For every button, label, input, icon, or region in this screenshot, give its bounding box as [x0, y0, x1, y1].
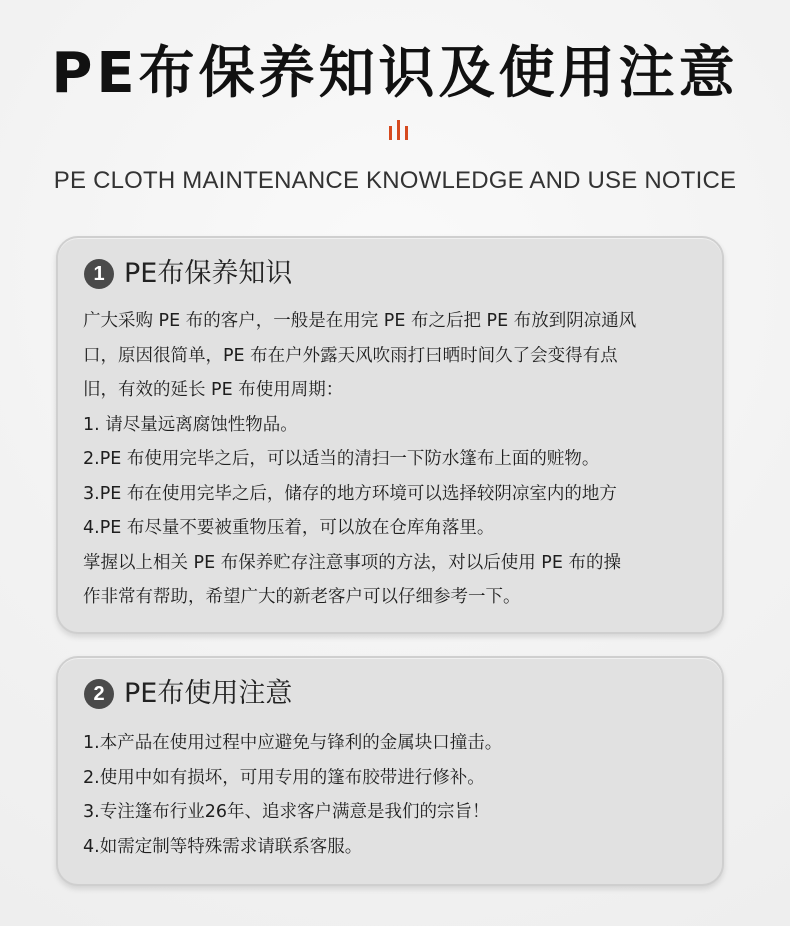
section-number-badge: 1 — [84, 259, 114, 289]
section-header — [84, 256, 292, 292]
text-line: 广大采购 PE 布的客户，一般是在用完 PE 布之后把 PE 布放到阴凉通风 — [83, 311, 637, 331]
page-subtitle: PE CLOTH MAINTENANCE KNOWLEDGE AND USE NOTICE — [53, 167, 737, 194]
usage-notice-section-card — [56, 656, 724, 886]
section-title: PE布使用注意 — [124, 678, 293, 709]
list-item: 3.专注篷布行业26年、追求客户满意是我们的宗旨！ — [83, 802, 490, 822]
text-line: 口，原因很简单，PE 布在户外露天风吹雨打曰晒时间久了会变得有点 — [83, 345, 618, 366]
list-item: 2.PE 布使用完毕之后，可以适当的清扫一下防水篷布上面的赃物。 — [83, 449, 600, 469]
section-title: PE布保养知识 — [124, 258, 293, 289]
text-line: 掌握以上相关 PE 布保养贮存注意事项的方法，对以后使用 PE 布的操 — [83, 552, 621, 573]
list-item: 4.如需定制等特殊需求请联系客服。 — [83, 836, 363, 857]
accent-bars-icon — [389, 118, 413, 140]
section-header — [84, 676, 292, 712]
section-body — [83, 304, 708, 615]
list-item: 1. 请尽量远离腐蚀性物品。 — [83, 414, 298, 435]
page-title: PE布保养知识及使用注意 — [51, 41, 739, 106]
list-item: 2.使用中如有损坏，可用专用的篷布胶带进行修补。 — [83, 767, 485, 788]
text-line: 旧，有效的延长 PE 布使用周期： — [83, 380, 344, 400]
list-item: 1.本产品在使用过程中应避免与锋利的金属块口撞击。 — [83, 733, 503, 753]
section-body — [83, 726, 708, 864]
list-item: 4.PE 布尽量不要被重物压着，可以放在仓库角落里。 — [83, 518, 495, 538]
maintenance-section-card — [56, 236, 724, 634]
section-number-badge: 2 — [84, 679, 114, 709]
text-line: 作非常有帮助，希望广大的新老客户可以仔细参考一下。 — [83, 587, 521, 607]
list-item: 3.PE 布在使用完毕之后，储存的地方环境可以选择较阴凉室内的地方 — [83, 483, 617, 504]
